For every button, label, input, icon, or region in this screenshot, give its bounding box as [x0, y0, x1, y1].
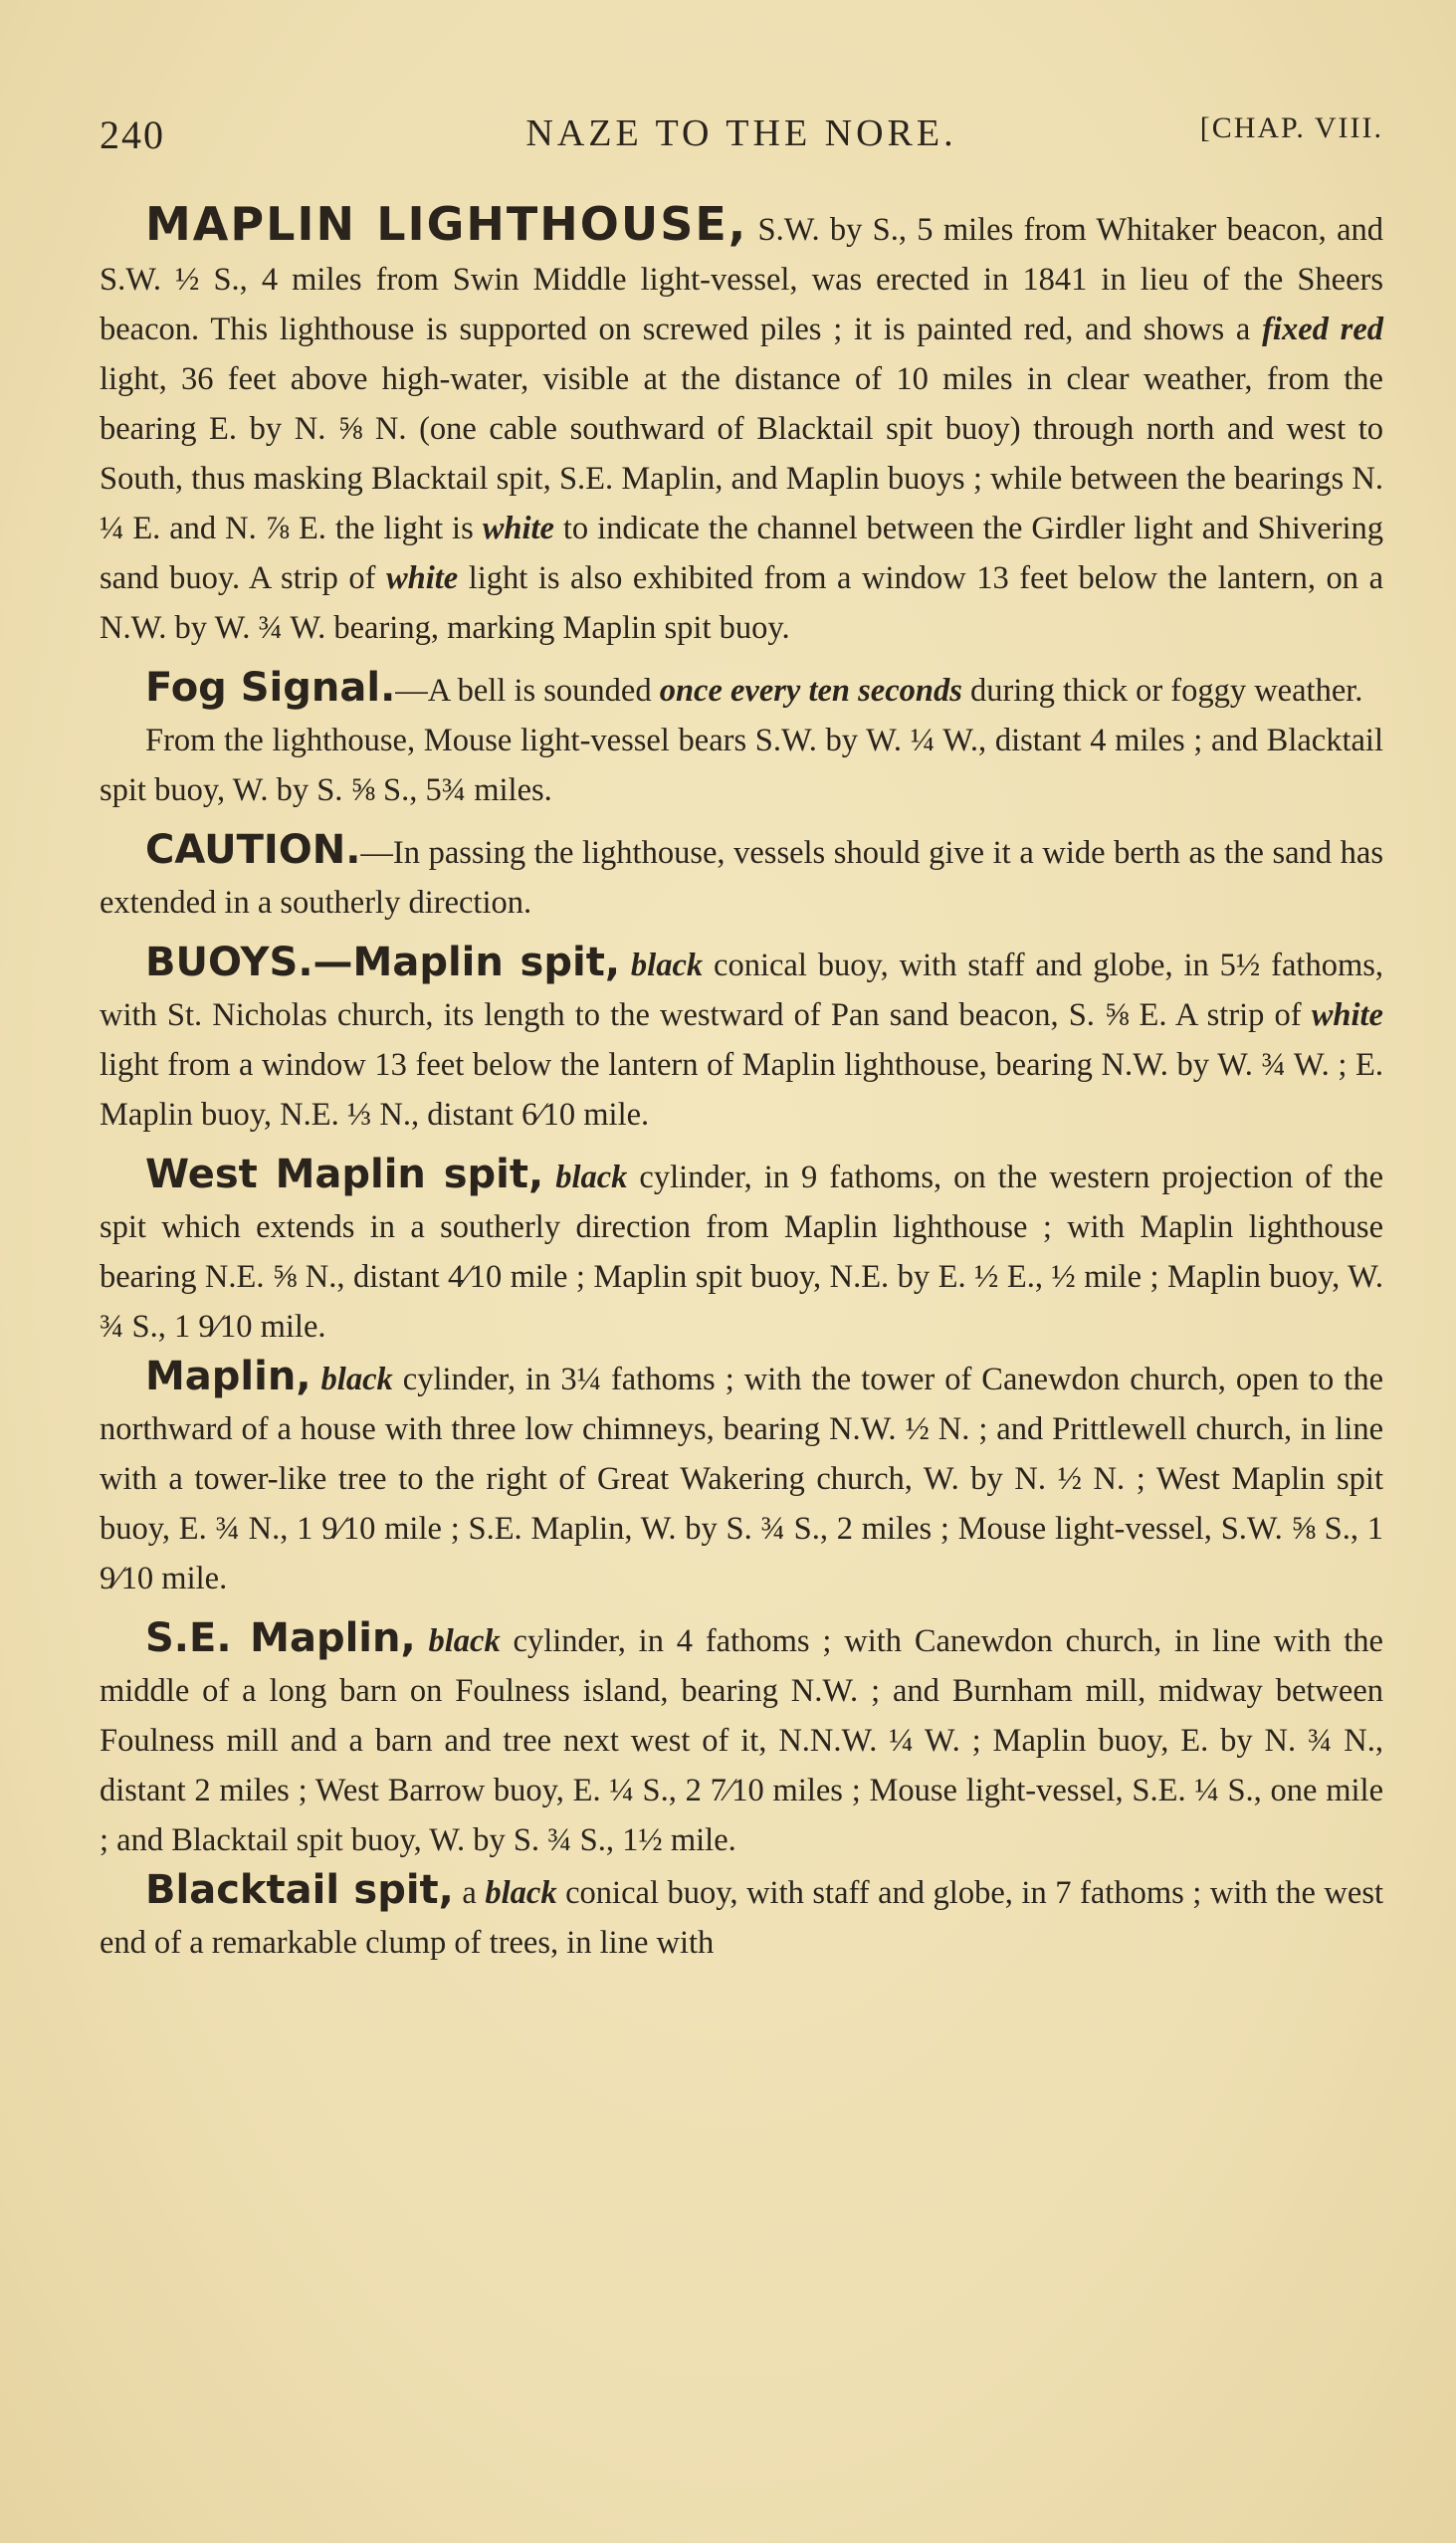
heading-caution: CAUTION. — [145, 827, 361, 873]
paragraph-fog-signal: Fog Signal.—A bell is sounded once every ten seconds during thick or foggy weather. — [145, 665, 1363, 711]
running-title: NAZE TO THE NORE. — [525, 112, 957, 154]
paragraph-west-maplin-spit: West Maplin spit, black cylinder, in 9 fathoms, on the western projection of the spit which extends in a southerly direction from Maplin lighthouse ; with Maplin lighthouse bearing N.E. ⅝ N., distant 4⁄10 mile ; Maplin spit buoy, N.E. by E. ½ E., ½ mile ; Maplin buoy, W. ¾ S., 1 9⁄10 mile. — [100, 1152, 1384, 1345]
heading-west-maplin-spit: West Maplin spit, — [145, 1152, 544, 1197]
paragraph-se-maplin: S.E. Maplin, black cylinder, in 4 fathoms ; with Canewdon church, in line with the middle of a long barn on Foulness island, bearing N.W. ; and Burnham mill, midway between Foulness mill and a barn and tree next west of it, N.N.W. ¼ W. ; Maplin buoy, E. by N. ¾ N., distant 2 miles ; West Barrow buoy, E. ¼ S., 2 7⁄10 miles ; Mouse light-vessel, S.E. ¼ S., one mile ; and Blacktail spit buoy, W. by S. ¾ S., 1½ mile. — [100, 1615, 1383, 1858]
body-text — [100, 199, 1383, 1968]
paragraph-maplin: Maplin, black cylinder, in 3¼ fathoms ; with the tower of Canewdon church, open to the northward of a house with three low chimneys, bearing N.W. ½ N. ; and Prittlewell church, in line with a tower-like tree to the right of Great Wakering church, W. by N. ½ N. ; West Maplin spit buoy, E. ¾ N., 1 9⁄10 mile ; S.E. Maplin, W. by S. ¾ S., 2 miles ; Mouse light-vessel, S.W. ⅝ S., 1 9⁄10 mile. — [100, 1354, 1383, 1596]
paragraph-bearings: From the lighthouse, Mouse light-vessel bears S.W. by W. ¼ W., distant 4 miles ; and Blacktail spit buoy, W. by S. ⅝ S., 5¾ miles. — [100, 723, 1383, 808]
heading-maplin: Maplin, — [145, 1354, 312, 1399]
heading-se-maplin: S.E. Maplin, — [145, 1615, 416, 1661]
running-head — [100, 111, 1383, 171]
paragraph-caution: CAUTION.—In passing the lighthouse, vessels should give it a wide berth as the sand has extended in a southerly direction. — [100, 827, 1383, 921]
heading-blacktail-spit: Blacktail spit, — [145, 1867, 454, 1913]
chapter-reference: [CHAP. VIII. — [1199, 111, 1383, 144]
paragraph-maplin-lighthouse: MAPLIN LIGHTHOUSE, S.W. by S., 5 miles from Whitaker beacon, and S.W. ½ S., 4 miles from Swin Middle light-vessel, was erected in 1841 in lieu of the Sheers beacon. This lighthouse is supported on screwed piles ; it is painted red, and shows a fixed red light, 36 feet above high-water, visible at the distance of 10 miles in clear weather, from the bearing E. by N. ⅝ N. (one cable southward of Blacktail spit buoy) through north and west to South, thus masking Blacktail spit, S.E. Maplin, and Maplin buoys ; while between the bearings N. ¼ E. and N. ⅞ E. the light is white to indicate the channel between the Girdler light and Shivering sand buoy. A strip of white light is also exhibited from a window 13 feet below the lantern, on a N.W. by W. ¾ W. bearing, marking Maplin spit buoy. — [100, 197, 1383, 646]
page-number: 240 — [100, 112, 165, 157]
paragraph-buoys-maplin-spit: BUOYS.—Maplin spit, black conical buoy, with staff and globe, in 5½ fathoms, with St. Nicholas church, its length to the westward of Pan sand beacon, S. ⅝ E. A strip of white light from a window 13 feet below the lantern of Maplin lighthouse, bearing N.W. by W. ¾ W. ; E. Maplin buoy, N.E. ⅓ N., distant 6⁄10 mile. — [100, 940, 1383, 1133]
heading-fog-signal: Fog Signal. — [145, 665, 396, 711]
paragraph-blacktail-spit: Blacktail spit, a black conical buoy, with staff and globe, in 7 fathoms ; with the west end of a remarkable clump of trees, in line with — [100, 1867, 1383, 1961]
heading-maplin-lighthouse: MAPLIN LIGHTHOUSE, — [145, 197, 748, 251]
heading-buoys: BUOYS.—Maplin spit, — [145, 940, 621, 985]
